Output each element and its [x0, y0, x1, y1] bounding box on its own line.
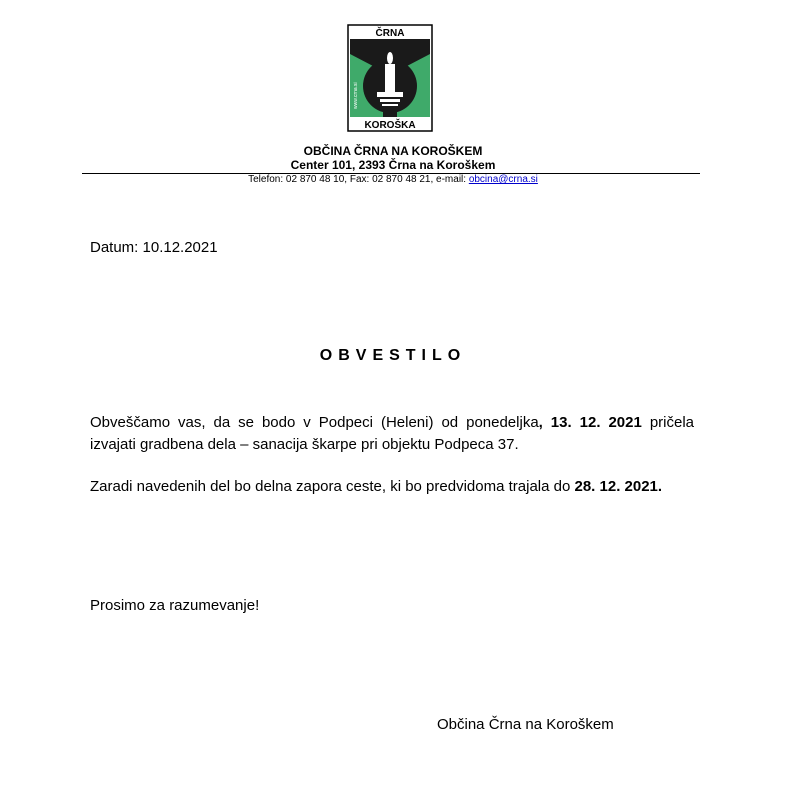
logo-bottom-text: KOROŠKA	[364, 120, 416, 131]
paragraph-notice	[90, 412, 694, 456]
contact-text: Telefon: 02 870 48 10, Fax: 02 870 48 21, e-mail:	[248, 174, 469, 185]
p1-text-c: pričela izvajati gradbena dela – sanacija škarpe pri objektu Podpeca 37.	[90, 414, 695, 453]
document-date: Datum: 10.12.2021	[90, 239, 218, 256]
email-link[interactable]: obcina@crna.si	[468, 174, 538, 185]
logo-top-text: ČRNA	[375, 28, 405, 39]
p2-text-a: Zaradi navedenih del bo delna zapora ceste, ki bo predvidoma trajala do	[90, 478, 575, 495]
document-title: OBVESTILO	[319, 347, 467, 364]
p1-text-a: Obveščamo vas, da se bodo v Podpeci (Heleni) od ponedeljka	[90, 414, 539, 431]
org-name: OBČINA ČRNA NA KOROŠKEM	[303, 144, 483, 158]
contact-line	[0, 174, 786, 185]
closing-line: Prosimo za razumevanje!	[90, 597, 260, 614]
p2-date-end: 28. 12. 2021.	[574, 478, 663, 495]
municipality-logo	[347, 24, 433, 132]
p1-date-start: , 13. 12. 2021	[538, 414, 642, 431]
org-address: Center 101, 2393 Črna na Koroškem	[290, 158, 496, 172]
paragraph-closure	[90, 476, 694, 498]
signature: Občina Črna na Koroškem	[437, 716, 614, 733]
logo-side-text: www.crna.si	[353, 82, 359, 109]
